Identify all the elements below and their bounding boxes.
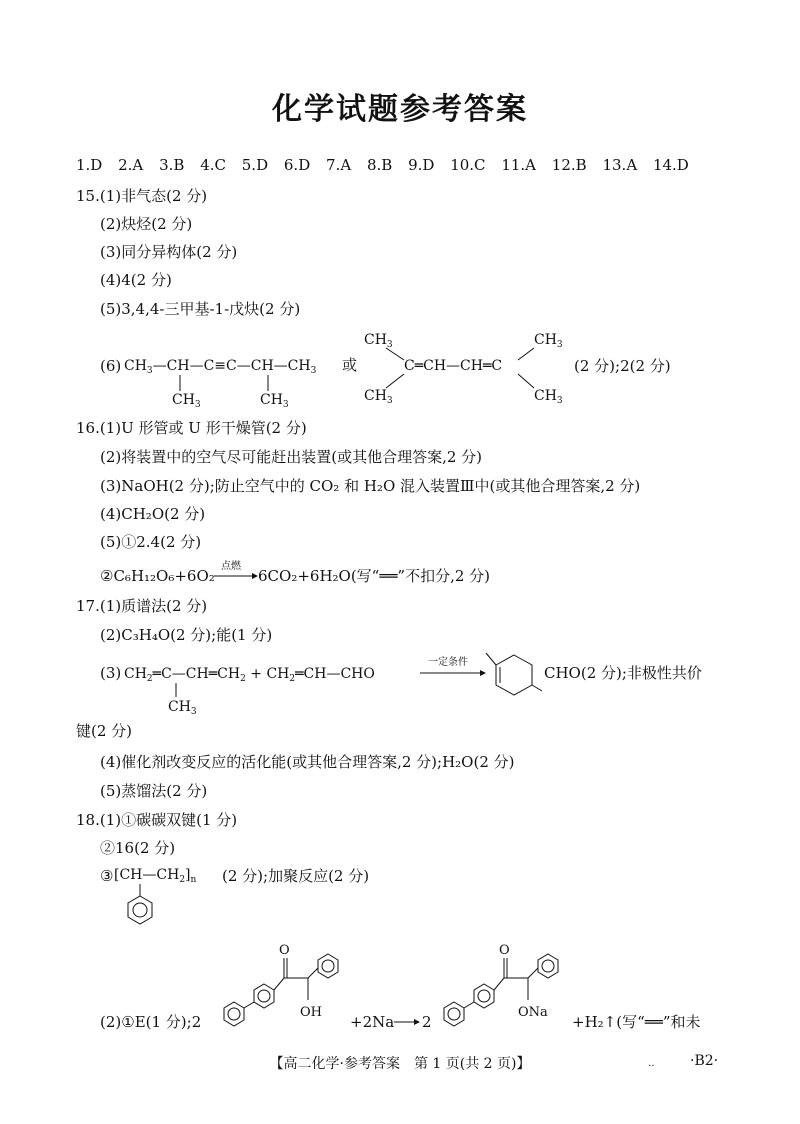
mcq-answer: 3.B [159,156,185,174]
q16-part4: (4)CH₂O(2 分) [100,505,206,523]
reactant-structure [212,940,362,1032]
mcq-answer: 4.C [200,156,226,174]
mcq-answer: 12.B [551,156,587,174]
q18-part3-prefix: ③ [100,867,114,885]
q17-part1: 17.(1)质谱法(2 分) [76,597,208,615]
svg-text:O: O [279,943,290,958]
mcq-answer: 5.D [241,156,269,174]
page-footer: 【高二化学·参考答案 第 1 页(共 2 页)】 [269,1056,531,1072]
q18-part2: ②16(2 分) [100,839,176,857]
q16-equation-right: 6CO₂+6H₂O(写“══”不扣分,2 分) [258,567,491,585]
q15-part4: (4)4(2 分) [100,271,172,289]
q18-reagent: +2Na [350,1013,395,1031]
svg-text:CH2═C—CH═CH2 + CH2═CH—CHO: $CH_2═C—CH═CH_2$ + $CH_2═CH—CHO$ [124,666,375,684]
svg-text:O: O [499,943,510,958]
version-badge: ·B2· [690,1053,719,1069]
q17-reaction [124,645,544,717]
q15-part3: (3)同分异构体(2 分) [100,243,238,261]
mcq-answer: 14.D [652,156,689,174]
q16-part1: 16.(1)U 形管或 U 形干燥管(2 分) [76,419,307,437]
svg-text:OH: OH [300,1005,322,1020]
polystyrene-structure [114,862,224,934]
q15-part6-suffix: (2 分);2(2 分) [574,357,671,375]
or-word: 或 [342,356,358,374]
mcq-answer: 6.D [283,156,311,174]
mcq-answer: 2.A [118,156,144,174]
q16-part3: (3)NaOH(2 分);防止空气中的 CO₂ 和 H₂O 混入装置Ⅲ中(或其他合理答案,2 分) [100,477,641,495]
page-title: 化学试题参考答案 [272,92,528,127]
q18-part1: 18.(1)①碳碳双键(1 分) [76,811,238,829]
mcq-answer: 1.D [76,156,103,174]
q15-part1: 15.(1)非气态(2 分) [76,187,208,205]
q17-part3-suffix: CHO(2 分);非极性共价 [544,664,702,682]
svg-text:CH3: $CH_3$ [172,392,201,410]
svg-text:CH3: $CH_3$ [260,392,289,410]
q17-part5: (5)蒸馏法(2 分) [100,782,208,800]
mcq-answer: 8.B [366,156,393,174]
svg-text:[CH—CH2]n: $[CH—CH_2]_n$ [114,867,197,885]
product-structure [432,940,582,1032]
reaction-condition: 点燃 [221,561,241,572]
svg-text:CH3: $CH_3$ [168,699,197,717]
q15-structures [124,328,574,410]
q18-part3-suffix: (2 分);加聚反应(2 分) [222,867,370,885]
q15-part5: (5)3,4,4-三甲基-1-戊炔(2 分) [100,300,301,318]
q17-part4: (4)催化剂改变反应的活化能(或其他合理答案,2 分);H₂O(2 分) [100,753,515,771]
q18-part4-suffix: +H₂↑(写“══”和未 [572,1013,701,1031]
q16-equation-left: ②C₆H₁₂O₆+6O₂ [100,567,215,585]
svg-text:CH3: $CH_3$ [534,388,563,406]
footer-dot: ‥ [648,1058,655,1069]
q18-coefficient: 2 [422,1013,432,1031]
svg-text:CH3: $CH_3$ [534,332,563,350]
mcq-answer: 11.A [501,156,537,174]
mcq-answer: 13.A [602,156,638,174]
q18-part4-prefix: (2)①E(1 分);2 [100,1013,202,1031]
q17-part3-prefix: (3) [100,664,122,682]
mcq-answer: 10.C [450,156,486,174]
svg-text:CH3: $CH_3$ [364,388,393,406]
mcq-answer: 7.A [326,156,352,174]
q15-part2: (2)炔烃(2 分) [100,215,193,233]
reaction-arrow [212,558,258,588]
svg-text:ONa: ONa [518,1005,548,1020]
reaction-arrow [392,1014,420,1030]
q16-part5: (5)①2.4(2 分) [100,533,202,551]
q16-part2: (2)将装置中的空气尽可能赶出装置(或其他合理答案,2 分) [100,448,483,466]
svg-text:CH3: $CH_3$ [364,332,393,350]
mcq-answer: 9.D [408,156,435,174]
q17-part2: (2)C₃H₄O(2 分);能(1 分) [100,626,273,644]
multiple-choice-answers [76,156,700,174]
svg-text:C═CH—CH═C: C═CH—CH═C [404,358,503,374]
q15-part6-prefix: (6) [100,357,122,375]
reaction-condition: 一定条件 [428,657,468,668]
q17-part3-cont: 键(2 分) [76,722,133,740]
formula-text: $CH_3—CH—C\equiv C—CH—CH_3$ [124,358,317,376]
